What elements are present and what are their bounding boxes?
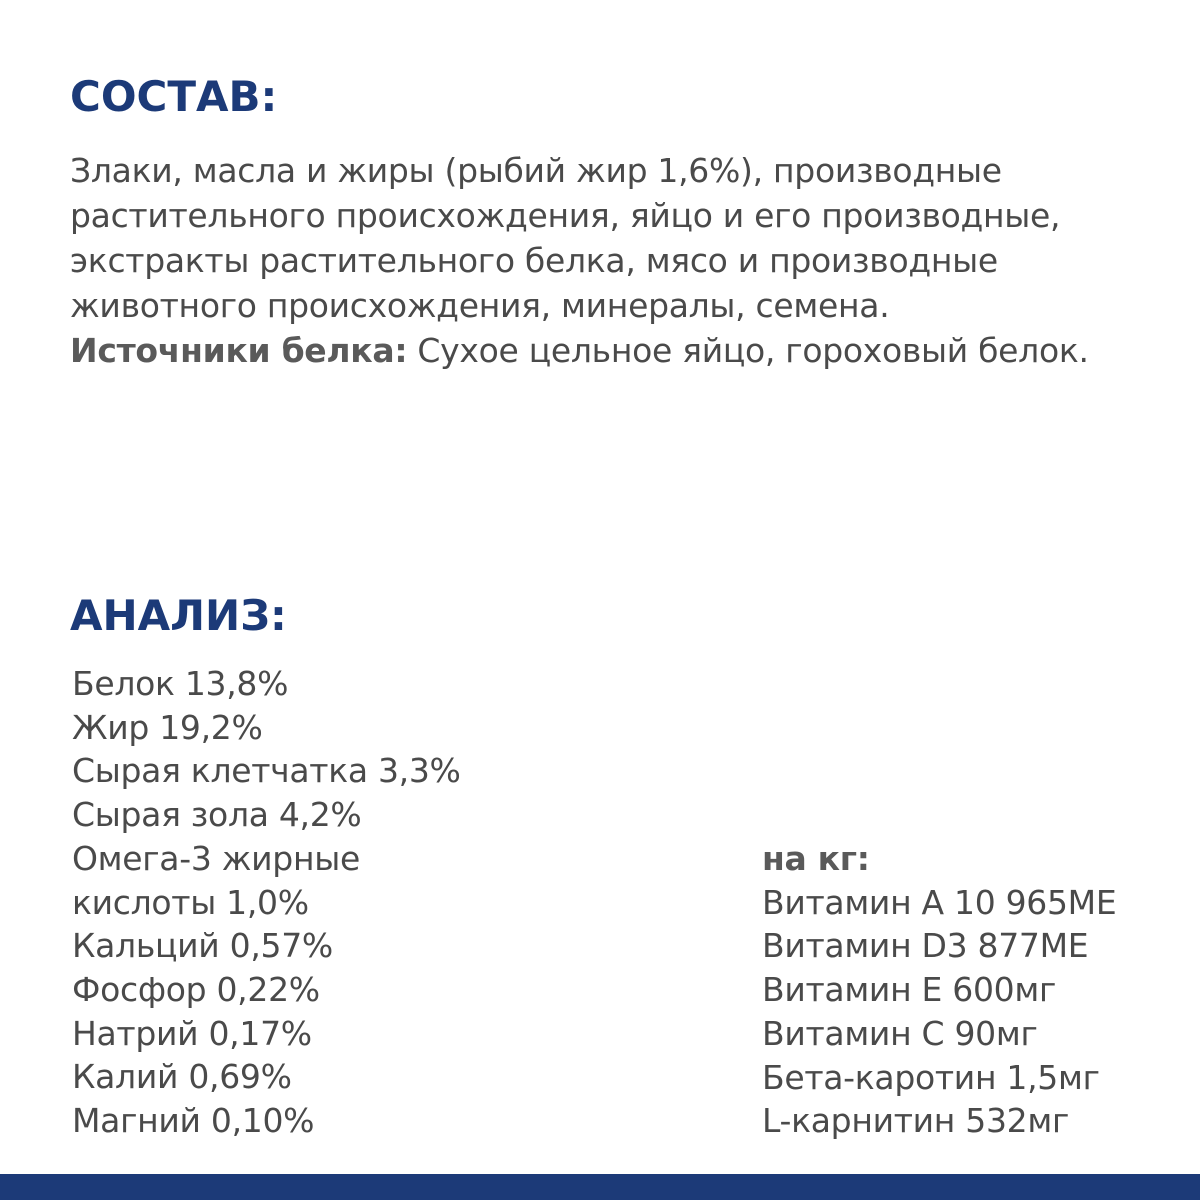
composition-line: растительного происхождения, яйцо и его производные, (70, 196, 1061, 235)
analysis-item: Кальций 0,57% (72, 926, 333, 966)
analysis-item: Сырая зола 4,2% (72, 795, 362, 835)
composition-line: Злаки, масла и жиры (рыбий жир 1,6%), производные (70, 151, 1002, 190)
analysis-list (72, 662, 461, 1143)
composition-line: животного происхождения, минералы, семена. (70, 286, 890, 325)
analysis-item: Омега-3 жирные (72, 838, 360, 878)
protein-sources-value: Сухое цельное яйцо, гороховый белок. (407, 331, 1089, 370)
analysis-heading: АНАЛИЗ: (70, 591, 287, 640)
vitamin-item: L-карнитин 532мг (762, 1101, 1069, 1141)
analysis-item: Натрий 0,17% (72, 1013, 312, 1053)
protein-sources-line (70, 328, 1160, 373)
composition-heading: СОСТАВ: (70, 72, 278, 121)
analysis-item: Белок 13,8% (72, 664, 289, 703)
vitamin-item: Витамин А 10 965МЕ (762, 882, 1117, 922)
composition-text (70, 148, 1160, 373)
analysis-item: Калий 0,69% (72, 1057, 292, 1097)
per-kg-label: на кг: (762, 839, 870, 878)
bottom-bar (0, 1174, 1200, 1200)
analysis-item: Магний 0,10% (72, 1101, 315, 1141)
protein-sources-label: Источники белка: (70, 331, 408, 370)
composition-line: экстракты растительного белка, мясо и производные (70, 241, 998, 280)
analysis-item: Жир 19,2% (72, 707, 263, 747)
analysis-item: Фосфор 0,22% (72, 969, 320, 1009)
vitamin-item: Витамин С 90мг (762, 1013, 1038, 1053)
analysis-item: Сырая клетчатка 3,3% (72, 751, 461, 791)
analysis-item: кислоты 1,0% (72, 882, 309, 922)
vitamin-item: Витамин Е 600мг (762, 970, 1056, 1010)
vitamin-item: Бета-каротин 1,5мг (762, 1057, 1100, 1097)
per-kg-list (762, 837, 1116, 1143)
vitamin-item: Витамин D3 877МЕ (762, 926, 1089, 966)
